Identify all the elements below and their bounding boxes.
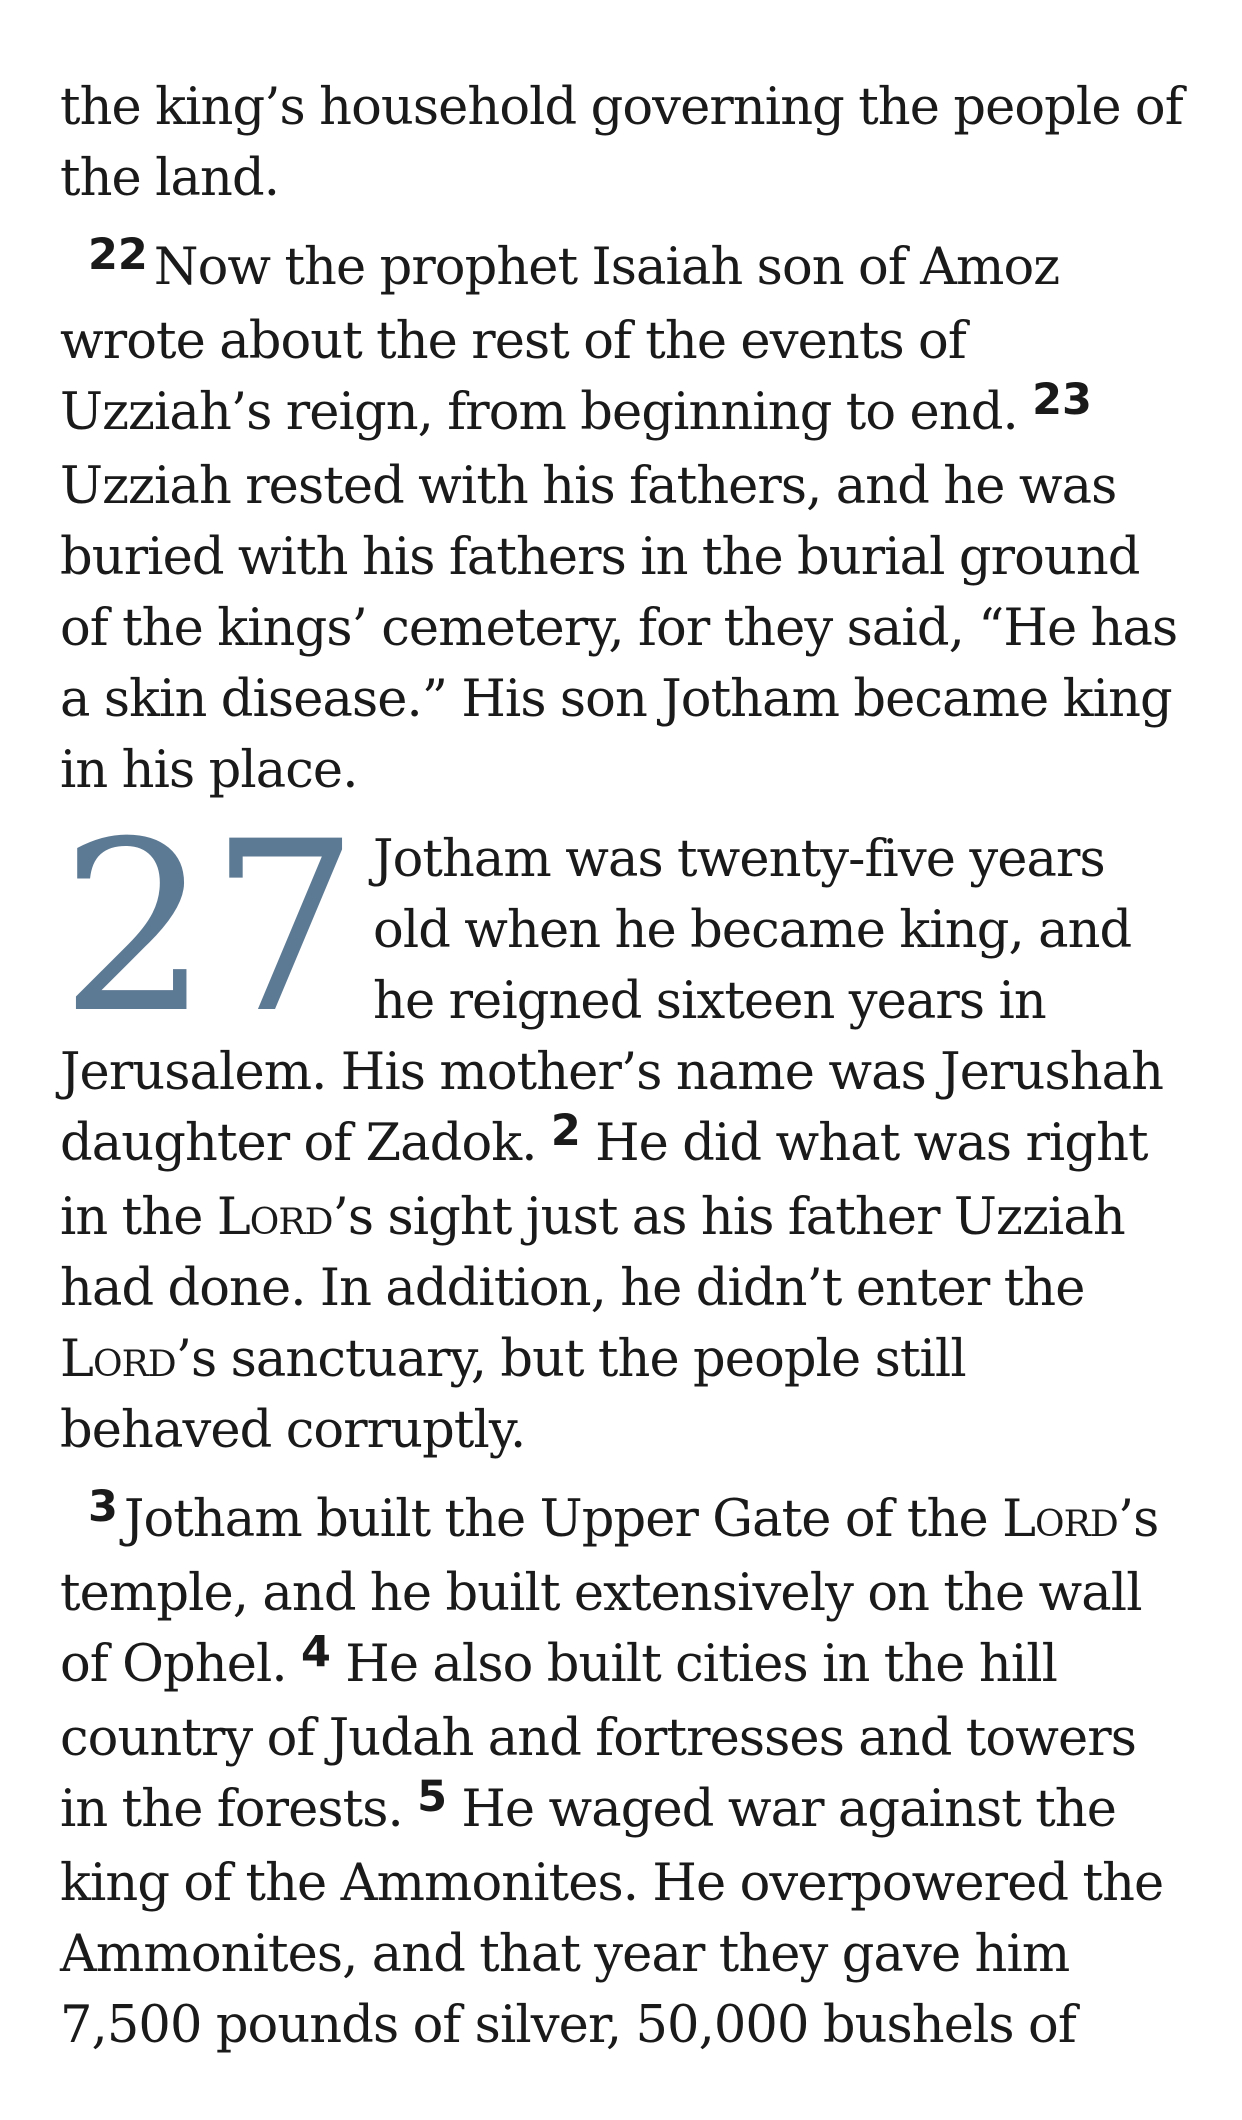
paragraph-chapter-start — [60, 792, 1190, 1466]
verse-number-4: 4 — [301, 1627, 331, 1677]
verse-text: He also built cities in the hill country of Judah and fortresses and towers in the forests. — [60, 1635, 1136, 1839]
lord-small-caps: Lord — [1002, 1490, 1118, 1549]
paragraph-1 — [60, 72, 1190, 214]
verse-text: Jotham was twenty-five years old when he became king, and he reigned sixteen years in Jerusalem. His mother’s name was Jerushah daughter of Zadok. — [60, 830, 1164, 1173]
verse-text: Now the prophet Isaiah son of Amoz wrote about the rest of the events of Uzziah’s reign, from beginning to end. — [60, 238, 1060, 442]
verse-text: He waged war against the king of the Ammonites. He overpowered the Ammonites, and that year they gave him 7,500 pounds of silver, 50,000 bushels of — [60, 1780, 1164, 2055]
scripture-page — [60, 72, 1190, 2079]
chapter-number: 27 — [60, 792, 360, 1065]
verse-text: Uzziah rested with his fathers, and he was buried with his fathers in the burial ground of the kings’ cemetery, for they said, “He has a skin disease.” His son Jotham became king in his place. — [60, 457, 1178, 800]
lord-small-caps: Lord — [216, 1188, 333, 1247]
verse-text: He did what was right in the — [60, 1114, 1148, 1247]
page-footer-cutoff — [60, 2100, 1182, 2120]
paragraph-2 — [60, 232, 1190, 806]
verse-text: ’s temple, and he built extensively on the wall of Ophel. — [60, 1490, 1159, 1694]
paragraph-4 — [60, 1484, 1190, 2061]
verse-number-3: 3 — [88, 1482, 118, 1532]
verse-number-5: 5 — [417, 1772, 448, 1822]
verse-text: the king’s household governing the people of the land. — [60, 78, 1183, 208]
verse-text: ’s sanctuary, but the people still behaved corruptly. — [60, 1330, 966, 1460]
verse-number-22: 22 — [88, 230, 148, 280]
lord-small-caps: Lord — [60, 1330, 176, 1389]
verse-text: ’s sight just as his father Uzziah had done. In addition, he didn’t enter the — [60, 1188, 1125, 1318]
verse-number-23: 23 — [1032, 375, 1092, 425]
verse-text: Jotham built the Upper Gate of the — [123, 1490, 1003, 1549]
verse-number-2: 2 — [550, 1106, 581, 1156]
